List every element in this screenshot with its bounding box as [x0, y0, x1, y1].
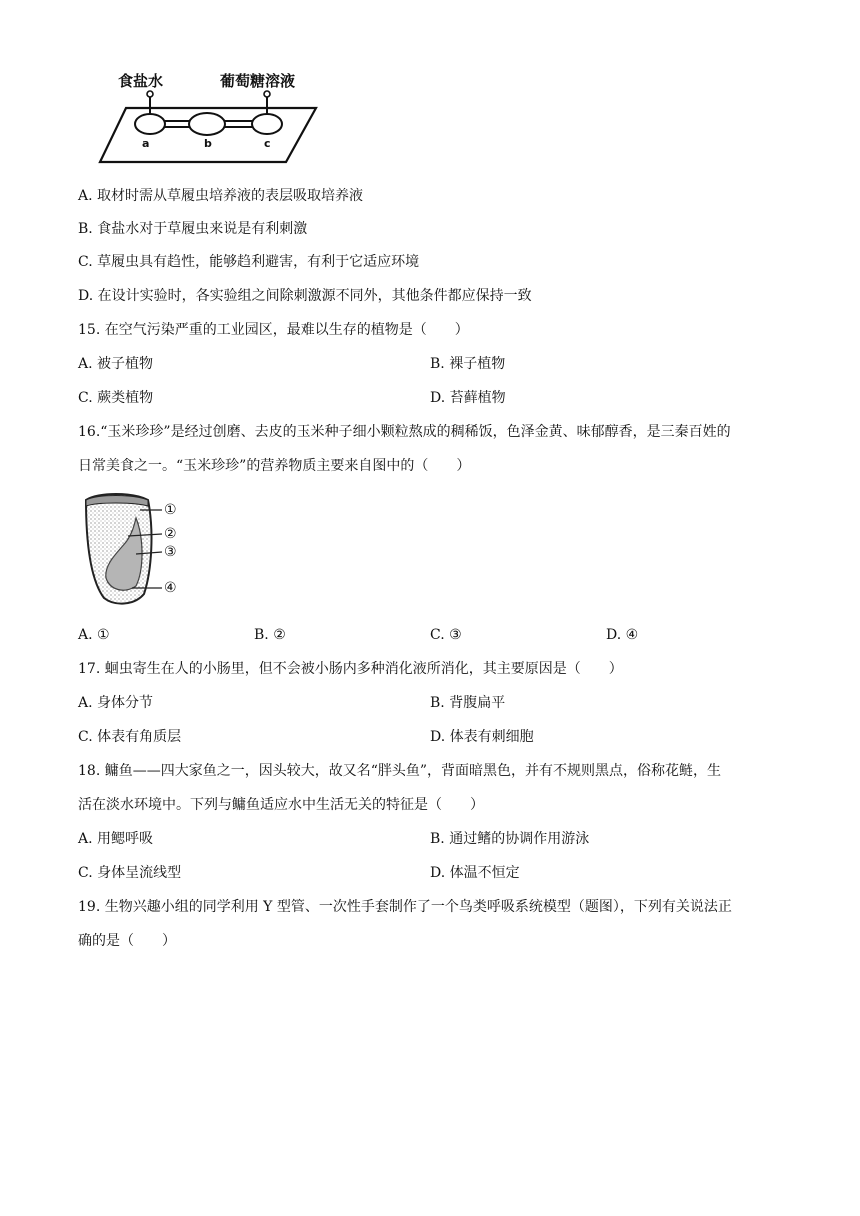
q16-stem-line2: 日常美食之一。“玉米珍珍”的营养物质主要来自图中的（ ）: [78, 458, 471, 474]
q18-stem-line2: 活在淡水环境中。下列与鳙鱼适应水中生活无关的特征是（ ）: [78, 797, 484, 813]
corn-seed-figure: [78, 490, 208, 610]
q15-option-c: C. 蕨类植物: [78, 390, 154, 406]
q17-option-a: A. 身体分节: [78, 695, 154, 711]
q15-option-d: D. 苔藓植物: [430, 390, 506, 406]
q18-option-d: D. 体温不恒定: [430, 865, 520, 881]
q16-option-d: D. ④: [606, 627, 639, 643]
seed-label-4: ④: [164, 580, 177, 596]
drop-a-label: a: [142, 137, 150, 150]
seed-label-1: ①: [164, 502, 177, 518]
q16-stem-line1: 16.“玉米珍珍”是经过创磨、去皮的玉米种子细小颗粒熬成的稠稀饭，色泽金黄、味郁醇香，是三秦百姓的: [78, 424, 731, 440]
q17-option-c: C. 体表有角质层: [78, 729, 182, 745]
q16-option-c: C. ③: [430, 627, 462, 643]
q14-option-c: C. 草履虫具有趋性，能够趋利避害，有利于它适应环境: [78, 254, 420, 270]
q19-stem-line1: 19. 生物兴趣小组的同学利用 Y 型管、一次性手套制作了一个鸟类呼吸系统模型（题图），下列有关说法正: [78, 899, 732, 915]
q18-stem-line1: 18. 鳙鱼——四大家鱼之一，因头较大，故又名“胖头鱼”，背面暗黑色，并有不规则黑点，俗称花鲢，生: [78, 763, 722, 779]
q16-option-b: B. ②: [254, 627, 286, 643]
drop-c-label: c: [264, 137, 271, 150]
q17-option-d: D. 体表有刺细胞: [430, 729, 534, 745]
seed-label-3: ③: [164, 544, 177, 560]
q18-option-c: C. 身体呈流线型: [78, 865, 182, 881]
drop-b-label: b: [204, 137, 212, 150]
corn-seed-drawing: [78, 490, 208, 610]
q16-option-a: A. ①: [78, 627, 110, 643]
q14-option-a: A. 取材时需从草履虫培养液的表层吸取培养液: [78, 188, 364, 204]
q18-option-b: B. 通过鳍的协调作用游泳: [430, 831, 590, 847]
paramecium-slide-figure: [96, 70, 336, 170]
q17-option-b: B. 背腹扁平: [430, 695, 506, 711]
q18-option-a: A. 用鳃呼吸: [78, 831, 154, 847]
glucose-label: 葡萄糖溶液: [220, 72, 296, 90]
q14-option-d: D. 在设计实验时，各实验组之间除刺激源不同外，其他条件都应保持一致: [78, 288, 532, 304]
q15-stem: 15. 在空气污染严重的工业园区，最难以生存的植物是（ ）: [78, 322, 469, 338]
q19-stem-line2: 确的是（ ）: [78, 933, 176, 949]
q17-stem: 17. 蛔虫寄生在人的小肠里，但不会被小肠内多种消化液所消化，其主要原因是（ ）: [78, 661, 623, 677]
seed-label-2: ②: [164, 526, 177, 542]
saline-label: 食盐水: [118, 72, 164, 90]
q14-option-b: B. 食盐水对于草履虫来说是有利刺激: [78, 221, 308, 237]
q15-option-a: A. 被子植物: [78, 356, 154, 372]
q15-option-b: B. 裸子植物: [430, 356, 506, 372]
